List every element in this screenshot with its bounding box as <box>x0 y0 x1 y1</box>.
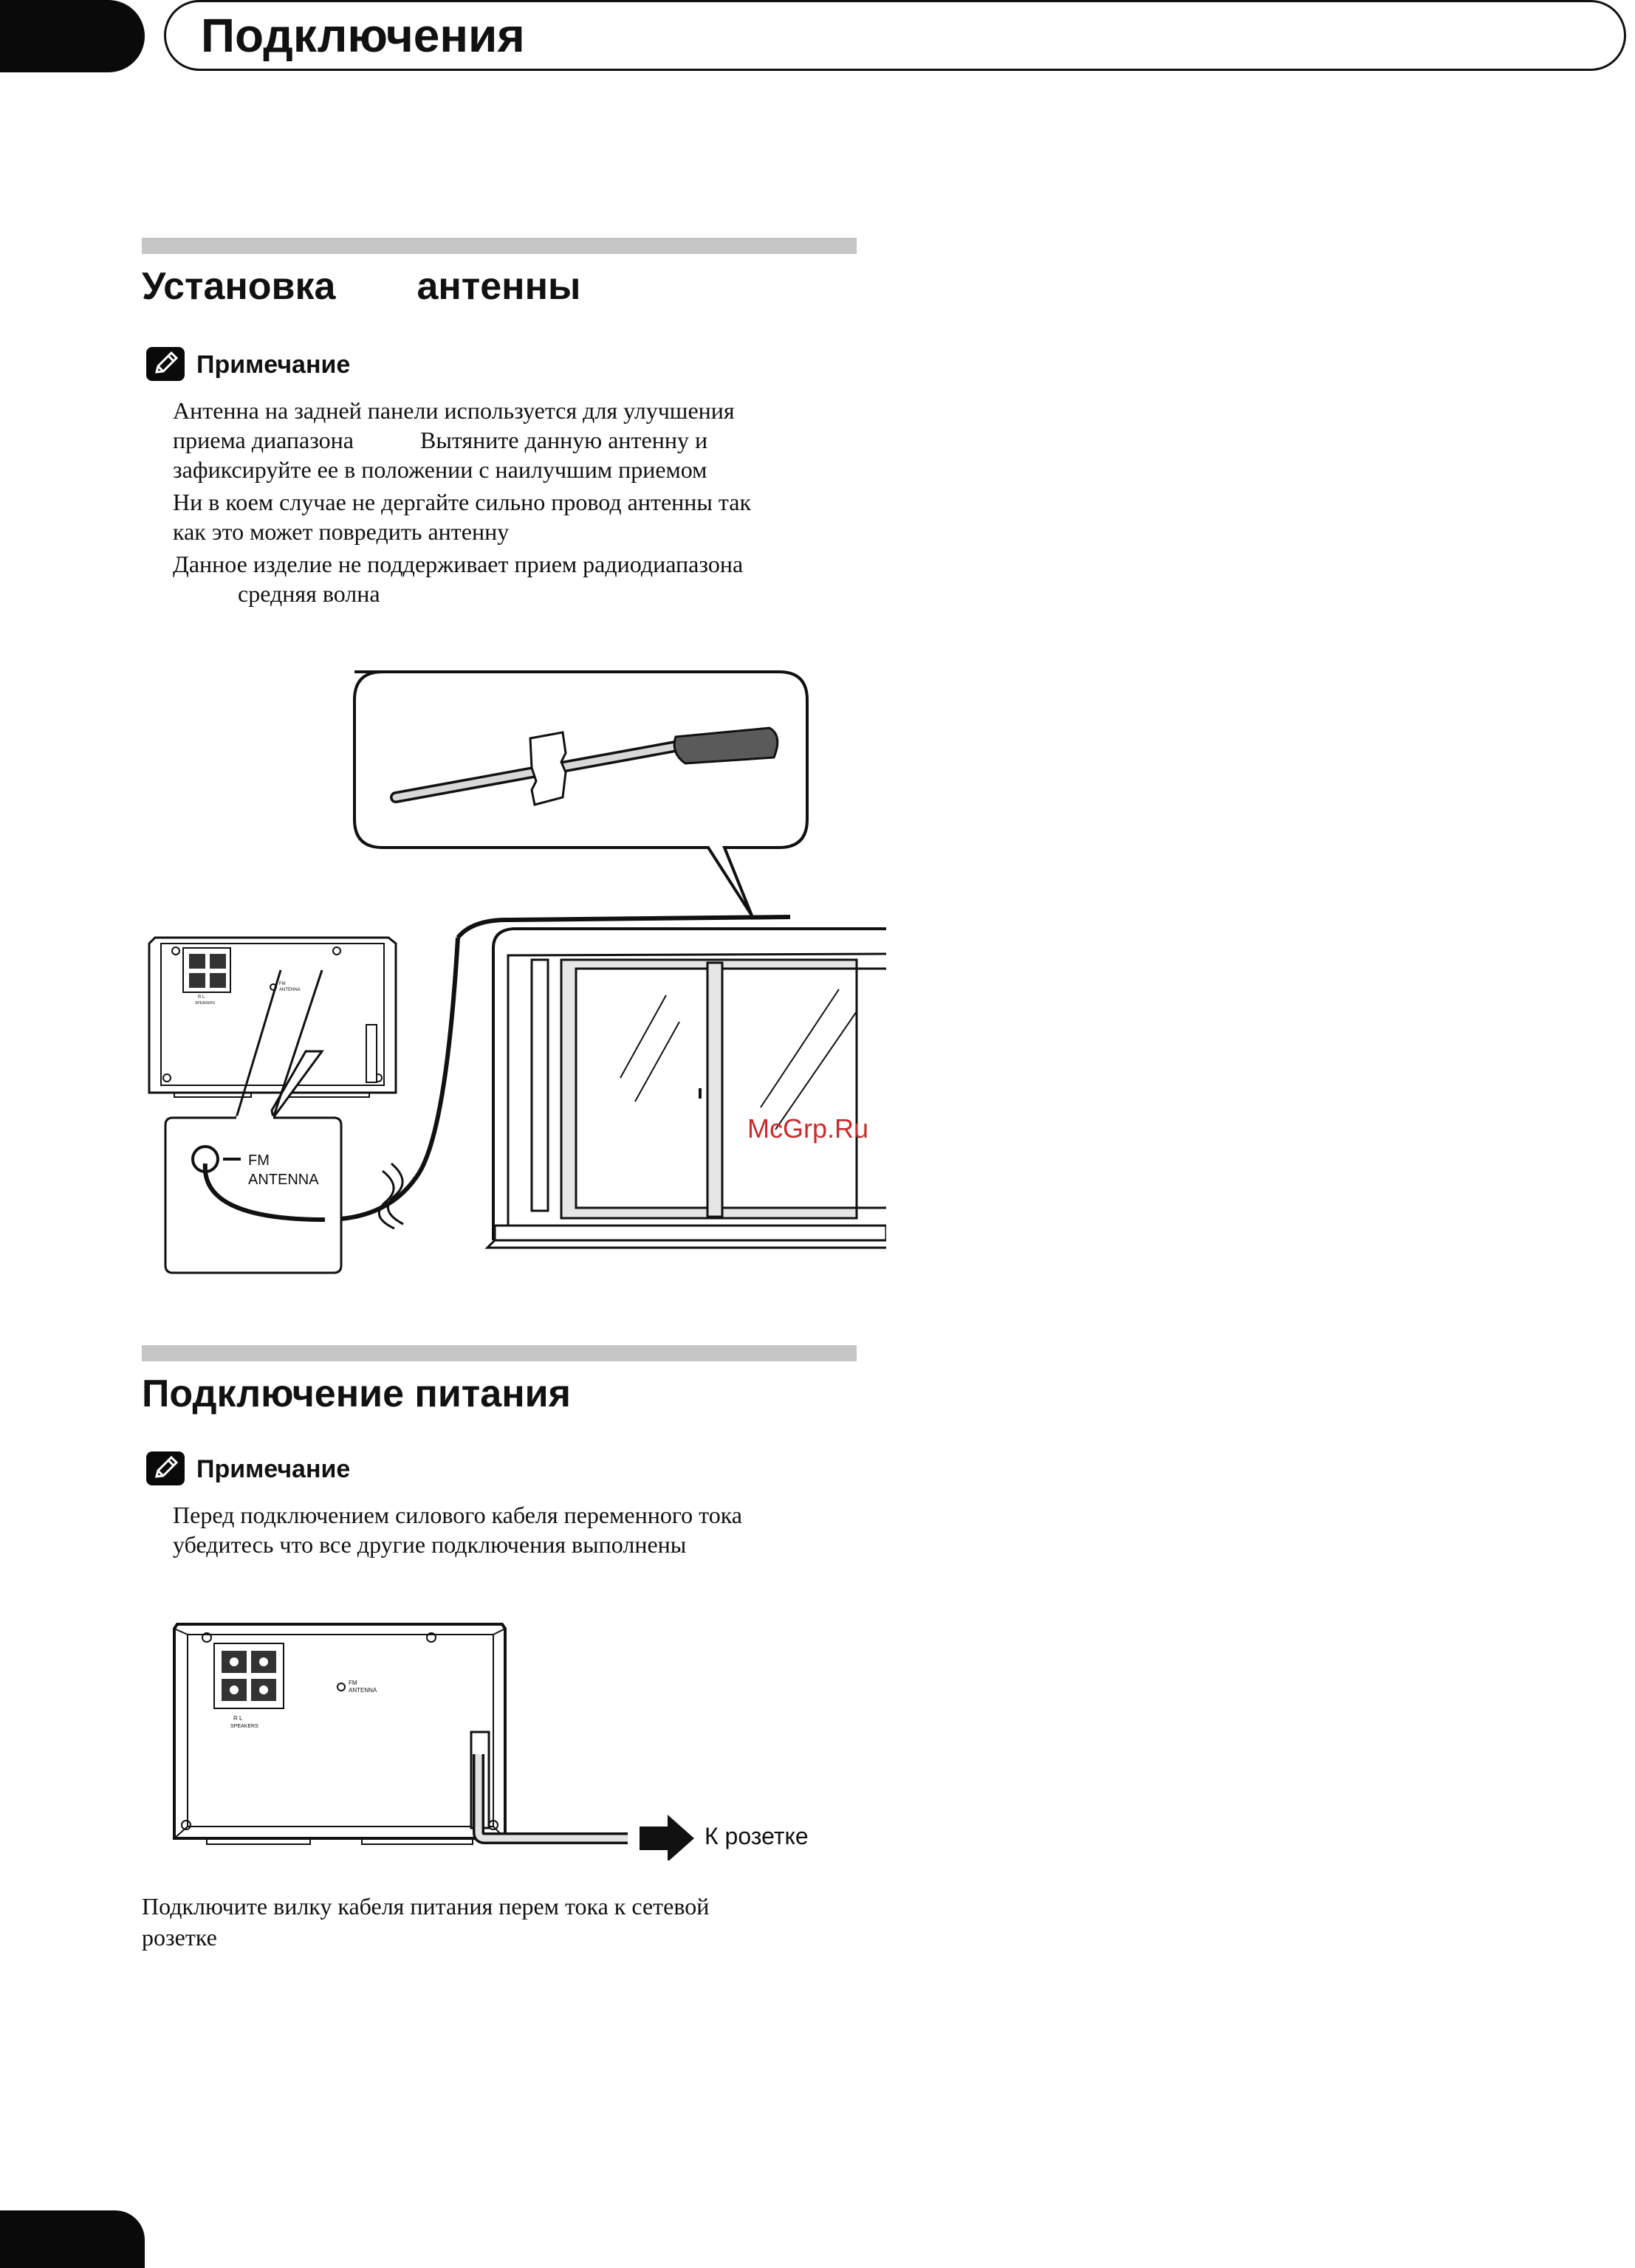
note-line: убедитесь что все другие подключения выполнены <box>173 1531 687 1558</box>
panel-fm-label: FM <box>349 1680 357 1686</box>
note-line: Ни в коем случае не дергайте сильно провод антенны так <box>173 489 752 515</box>
antenna-installation-figure <box>148 664 886 1285</box>
section-rule-antenna <box>142 238 857 254</box>
header-tab-marker <box>0 0 145 72</box>
stereo-unit-rear <box>149 938 396 1097</box>
note-line: Данное изделие не поддерживает прием радиодиапазона <box>173 551 744 577</box>
note-line-part: приема диапазона <box>173 427 354 453</box>
panel-channel-labels: R L <box>198 995 205 1000</box>
page-title: Подключения <box>201 9 525 62</box>
panel-antenna-label: ANTENNA <box>279 988 301 992</box>
note-label: Примечание <box>196 351 351 379</box>
instruction-line: Подключите вилку кабеля питания перем тока к сетевой <box>142 1893 710 1920</box>
panel-antenna-label: ANTENNA <box>349 1687 377 1694</box>
callout-fm-label: FM <box>248 1152 270 1169</box>
section-title-power: Подключение питания <box>142 1372 571 1415</box>
pencil-note-icon <box>146 1451 185 1485</box>
note-line: средняя волна <box>238 580 380 607</box>
section-title-part1: Установка <box>142 265 336 308</box>
section-rule-power <box>142 1345 857 1361</box>
window <box>458 917 886 1248</box>
note-line: как это может повредить антенну <box>173 518 510 545</box>
footer-tab-marker <box>0 2210 145 2268</box>
panel-fm-label: FM <box>279 982 286 986</box>
callout-antenna-label: ANTENNA <box>248 1172 319 1188</box>
note-line: Антенна на задней панели используется для улучшения <box>173 397 735 424</box>
note-line: Перед подключением силового кабеля переменного тока <box>173 1502 742 1528</box>
note-line-part: Вытяните данную антенну и <box>419 427 708 453</box>
panel-speakers-label: SPEAKERS <box>195 1001 215 1006</box>
section-title-part2: антенны <box>417 265 581 308</box>
instruction-line: розетке <box>142 1924 217 1951</box>
section-title-antenna <box>142 263 580 310</box>
pencil-note-icon <box>146 347 185 381</box>
stereo-unit-rear <box>174 1624 505 1844</box>
note-line: зафиксируйте ее в положении с наилучшим приемом <box>173 456 707 483</box>
note-label: Примечание <box>196 1455 351 1483</box>
panel-channel-labels: R L <box>233 1715 243 1722</box>
magnified-callout <box>354 672 807 915</box>
arrow-right-icon <box>640 1815 694 1860</box>
outlet-label: К розетке <box>705 1823 809 1849</box>
watermark: McGrp.Ru <box>747 1113 869 1144</box>
note-line <box>173 425 707 455</box>
power-connection-figure <box>162 1609 857 1860</box>
panel-speakers-label: SPEAKERS <box>230 1724 258 1729</box>
